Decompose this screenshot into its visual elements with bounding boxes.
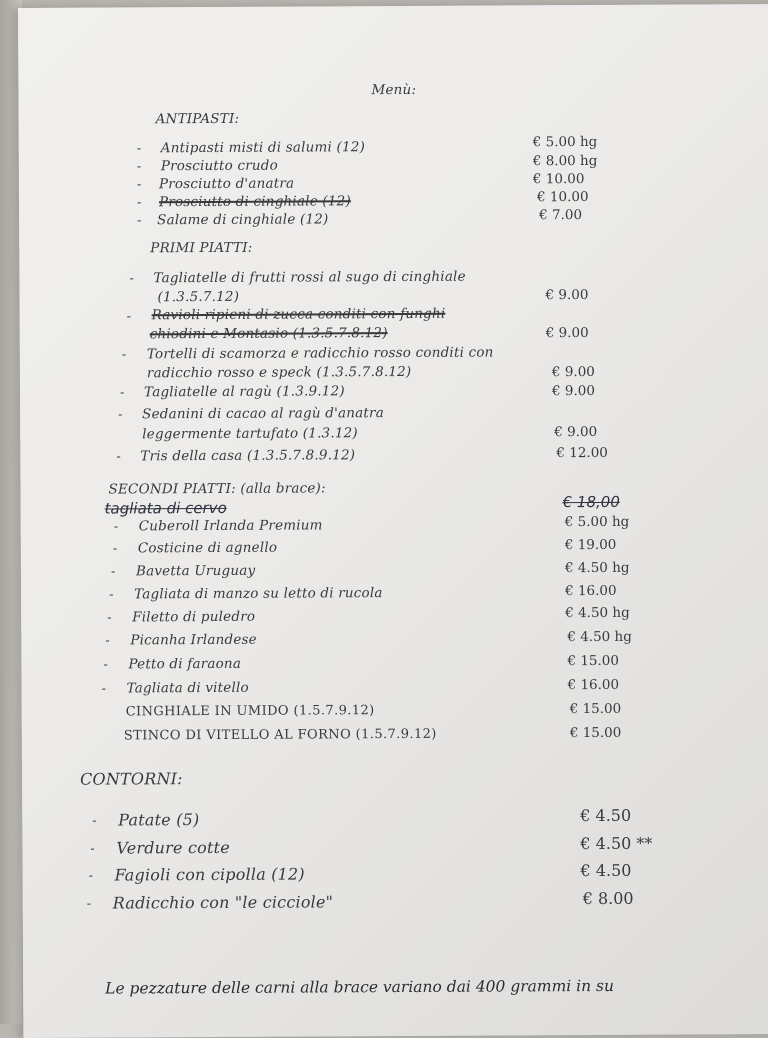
bullet-dash: -	[86, 896, 92, 912]
dish-allergens: leggermente tartufato (1.3.12)	[142, 425, 358, 443]
bullet-dash: -	[136, 195, 142, 211]
bullet-dash: -	[136, 159, 142, 175]
bullet-dash: -	[90, 841, 95, 857]
dish-price: € 5.00 hg	[564, 513, 630, 531]
dish-price: € 19.00	[564, 536, 617, 554]
dish-price: € 9.00	[545, 287, 589, 304]
dish-name: Sedanini di cacao al ragù d'anatra	[142, 405, 384, 423]
bullet-dash: -	[136, 141, 142, 157]
dish-price: € 16.00	[567, 676, 620, 694]
contorni-heading: CONTORNI:	[79, 769, 183, 789]
dish-name-struck: Ravioli ripieni di zucca conditi con funghi	[151, 305, 446, 324]
bullet-dash: -	[136, 177, 142, 193]
dish-price: € 7.00	[539, 207, 583, 224]
bullet-dash: -	[103, 657, 108, 673]
bullet-dash: -	[88, 868, 93, 884]
menu-title: Menù:	[371, 81, 417, 99]
bullet-dash: -	[113, 519, 119, 535]
dish-price: € 4.50	[580, 860, 632, 881]
dish-price: € 4.50 hg	[567, 628, 632, 646]
secondi-heading: SECONDI PIATTI: (alla brace):	[108, 480, 326, 498]
dish-price: € 9.00	[551, 382, 596, 400]
handwritten-dish: tagliata di cervo	[104, 498, 227, 518]
dish-name: Petto di faraona	[128, 655, 242, 673]
dish-price: € 15.00	[567, 652, 619, 670]
dish-price: € 12.00	[556, 444, 608, 462]
dish-name: Tagliata di manzo su letto di rucola	[134, 585, 383, 603]
dish-price: € 9.00	[554, 423, 598, 441]
bullet-dash: -	[121, 347, 127, 363]
dish-name: Cuberoll Irlanda Premium	[138, 517, 323, 535]
dish-name: Salame di cinghiale (12)	[157, 211, 329, 229]
dish-name: Antipasti misti di salumi (12)	[160, 139, 366, 157]
bullet-dash: -	[119, 385, 125, 401]
dish-price: € 8.00	[582, 888, 634, 909]
dish-name: Radicchio con "le cicciole"	[112, 892, 334, 913]
dish-name: Patate (5)	[118, 810, 200, 830]
dish-price: € 8.00 hg	[532, 152, 598, 170]
dish-allergens: (1.3.5.7.12)	[157, 288, 240, 306]
dish-name: Prosciutto crudo	[160, 157, 278, 175]
dish-price: € 15.00	[569, 724, 622, 742]
dish-allergens: radicchio rosso e speck (1.3.5.7.8.12)	[146, 363, 412, 382]
bullet-dash: -	[107, 610, 112, 626]
dish-name: Prosciutto d'anatra	[158, 175, 295, 193]
bullet-dash: -	[109, 587, 114, 603]
bullet-dash: -	[101, 681, 107, 697]
dish-name: Verdure cotte	[116, 837, 230, 858]
bullet-dash: -	[137, 213, 142, 229]
footer-note: Le pezzature delle carni alla brace variano dai 400 grammi in su	[105, 976, 615, 998]
dish-price: € 9.00	[545, 325, 589, 342]
menu-sheet	[18, 4, 768, 1038]
dish-price: € 4.50 **	[580, 833, 653, 854]
dish-name: Tagliatelle di frutti rossi al sugo di cinghiale	[153, 268, 466, 287]
dish-name: Tortelli di scamorza e radicchio rosso conditi con	[146, 344, 494, 363]
bullet-dash: -	[105, 633, 110, 649]
dish-price: € 5.00 hg	[532, 133, 598, 151]
bullet-dash: -	[110, 564, 116, 580]
dish-name: Costicine di agnello	[137, 539, 278, 557]
bullet-dash: -	[118, 407, 123, 423]
dish-name: Picanha Irlandese	[130, 631, 257, 649]
bullet-dash: -	[116, 449, 121, 465]
bullet-dash: -	[129, 271, 134, 287]
dish-price: € 4.50 hg	[565, 604, 630, 622]
bullet-dash: -	[112, 541, 118, 557]
bullet-dash: -	[126, 309, 132, 325]
dish-price: € 4.50	[580, 805, 632, 826]
dish-name: STINCO DI VITELLO AL FORNO (1.5.7.9.12)	[123, 726, 437, 744]
dish-allergens-struck: chiodini e Montasio (1.3.5.7.8.12)	[149, 325, 388, 343]
dish-name-struck: Prosciutto di cinghiale (12)	[158, 193, 351, 211]
dish-price: € 9.00	[551, 363, 595, 381]
primi-heading: PRIMI PIATTI:	[150, 239, 253, 257]
antipasti-heading: ANTIPASTI:	[155, 110, 240, 128]
dish-name: Bavetta Uruguay	[135, 562, 256, 580]
dish-price: € 10.00	[532, 171, 585, 188]
dish-name: Filetto di puledro	[132, 608, 256, 626]
dish-name: Tagliatelle al ragù (1.3.9.12)	[143, 383, 345, 401]
dish-name: Tris della casa (1.3.5.7.8.9.12)	[140, 447, 356, 465]
dish-price: € 15.00	[569, 700, 622, 718]
dish-price: € 16.00	[565, 582, 617, 600]
dish-name: Tagliata di vitello	[126, 679, 249, 697]
dish-price: € 4.50 hg	[564, 559, 630, 577]
dish-price: € 10.00	[536, 189, 589, 206]
handwritten-price: € 18,00	[562, 492, 620, 512]
dish-name: CINGHIALE IN UMIDO (1.5.7.9.12)	[125, 703, 375, 720]
dish-name: Fagioli con cipolla (12)	[114, 864, 305, 885]
bullet-dash: -	[92, 813, 97, 829]
